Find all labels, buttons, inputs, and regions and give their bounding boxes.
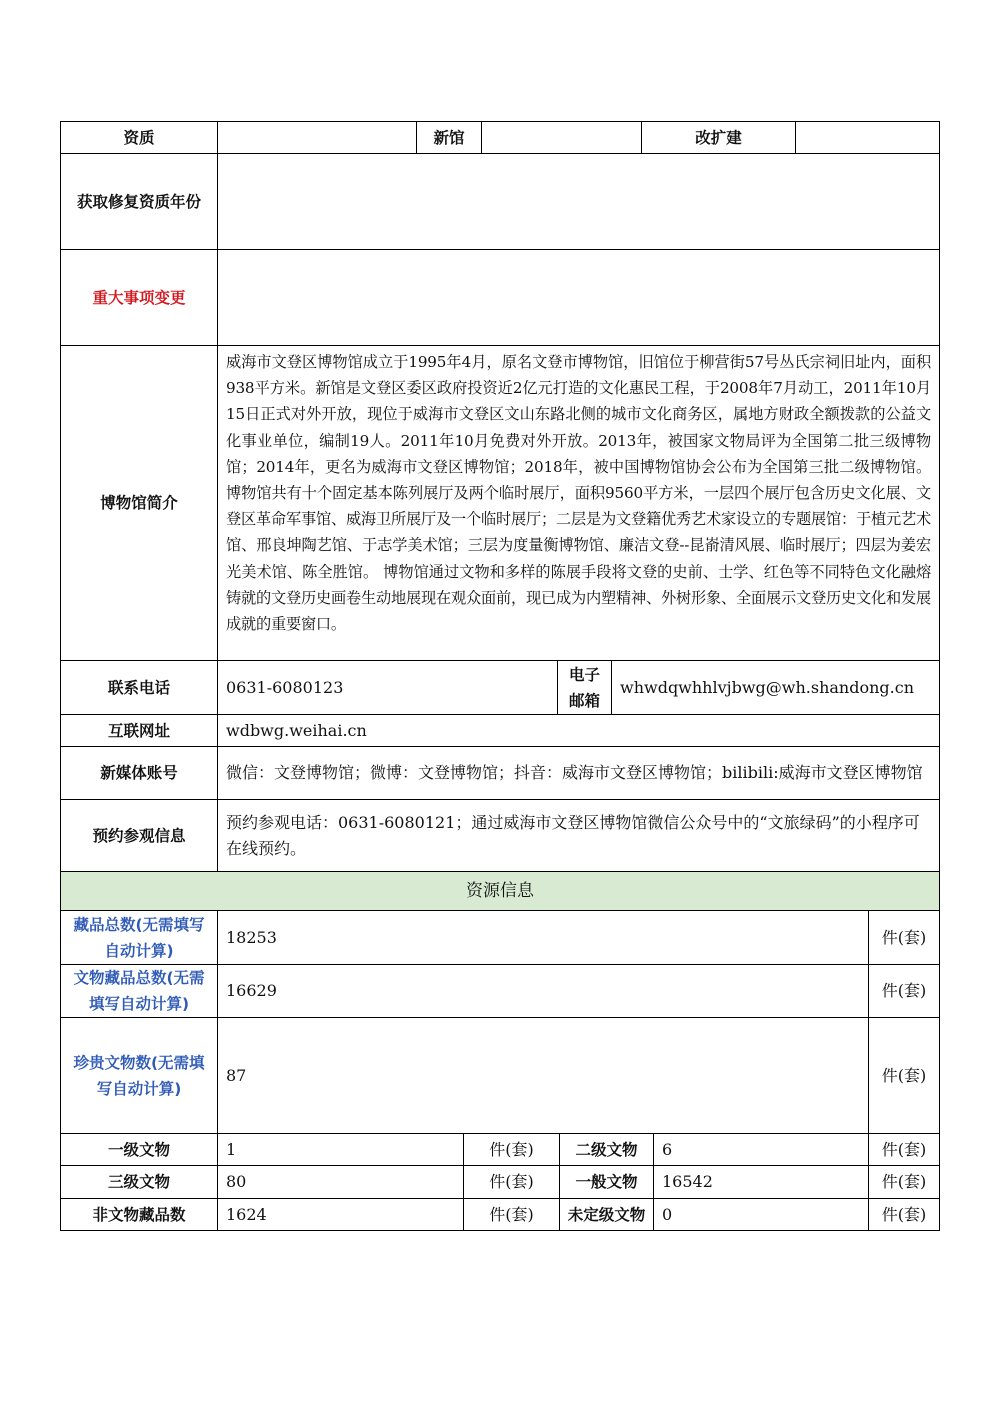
general-label: 一般文物 xyxy=(560,1166,654,1199)
website-row xyxy=(60,715,940,747)
booking-value: 预约参观电话：0631-6080121；通过威海市文登区博物馆微信公众号中的“文旅绿码”的小程序可在线预约。 xyxy=(218,800,940,872)
major-change-value[interactable] xyxy=(218,250,940,346)
precious-unit: 件(套) xyxy=(869,1018,940,1134)
relic-total-label: 文物藏品总数(无需填写自动计算) xyxy=(60,965,218,1018)
booking-label: 预约参观信息 xyxy=(60,800,218,872)
media-label: 新媒体账号 xyxy=(60,747,218,800)
website-label: 互联网址 xyxy=(60,715,218,747)
relic-total-row xyxy=(60,965,940,1018)
contact-row xyxy=(60,661,940,715)
non-relic-label: 非文物藏品数 xyxy=(60,1199,218,1231)
ungraded-label: 未定级文物 xyxy=(560,1199,654,1231)
relic-total-value: 16629 xyxy=(218,965,869,1018)
qualification-value[interactable] xyxy=(218,121,417,154)
intro-label: 博物馆简介 xyxy=(60,346,218,661)
precious-row xyxy=(60,1018,940,1134)
repair-year-row xyxy=(60,154,940,250)
intro-row xyxy=(60,346,940,661)
resources-header-row xyxy=(60,872,940,911)
email-label: 电子邮箱 xyxy=(558,661,612,715)
non-relic-value: 1624 xyxy=(218,1199,464,1231)
total-row xyxy=(60,911,940,965)
renovation-value[interactable] xyxy=(796,121,940,154)
grade3-unit: 件(套) xyxy=(464,1166,560,1199)
relic-total-unit: 件(套) xyxy=(869,965,940,1018)
grade1-unit: 件(套) xyxy=(464,1134,560,1166)
total-label: 藏品总数(无需填写自动计算) xyxy=(60,911,218,965)
grade1-label: 一级文物 xyxy=(60,1134,218,1166)
total-value: 18253 xyxy=(218,911,869,965)
media-row xyxy=(60,747,940,800)
qualification-row xyxy=(60,121,940,154)
ungraded-unit: 件(套) xyxy=(869,1199,940,1231)
grade3-label: 三级文物 xyxy=(60,1166,218,1199)
phone-label: 联系电话 xyxy=(60,661,218,715)
intro-text: 威海市文登区博物馆成立于1995年4月，原名文登市博物馆，旧馆位于柳营街57号丛氏宗祠旧址内，面积938平方米。新馆是文登区委区政府投资近2亿元打造的文化惠民工程，于2008年7月动工，2011年10月15日正式对外开放，现位于威海市文登区文山东路北侧的城市文化商务区，属地方财政全额拨款的公益文化事业单位，编制19人。2011年10月免费对外开放。2013年，被国家文物局评为全国第二批三级博物馆；2014年，更名为威海市文登区博物馆；2018年，被中国博物馆协会公布为全国第三批二级博物馆。 博物馆共有十个固定基本陈列展厅及两个临时展厅，面积9560平方米，一层四个展厅包含历史文化展、文登区革命军事馆、威海卫所展厅及一个临时展厅；二层是为文登籍优秀艺术家设立的专题展馆：于植元艺术馆、邢良坤陶艺馆、于志学美术馆；三层为度量衡博物馆、廉洁文登--昆嵛清风展、临时展厅；四层为姜宏光美术馆、陈全胜馆。 博物馆通过文物和多样的陈展手段将文登的史前、士学、红色等不同特色文化融熔铸就的文登历史画卷生动地展现在观众面前，现已成为内塑精神、外树形象、全面展示文登历史文化和发展成就的重要窗口。 xyxy=(218,346,940,661)
grade2-label: 二级文物 xyxy=(560,1134,654,1166)
major-change-label: 重大事项变更 xyxy=(60,250,218,346)
grade-row-3 xyxy=(60,1199,940,1231)
media-value: 微信：文登博物馆；微博：文登博物馆；抖音：威海市文登区博物馆；bilibili:威海市文登区博物馆 xyxy=(218,747,940,800)
new-hall-value[interactable] xyxy=(482,121,642,154)
qualification-label: 资质 xyxy=(60,121,218,154)
non-relic-unit: 件(套) xyxy=(464,1199,560,1231)
general-value: 16542 xyxy=(654,1166,869,1199)
grade-row-2 xyxy=(60,1166,940,1199)
renovation-label: 改扩建 xyxy=(642,121,796,154)
resources-header: 资源信息 xyxy=(60,872,940,911)
repair-year-label: 获取修复资质年份 xyxy=(60,154,218,250)
email-value: whwdqwhhlvjbwg@wh.shandong.cn xyxy=(612,661,940,715)
repair-year-value[interactable] xyxy=(218,154,940,250)
new-hall-label: 新馆 xyxy=(417,121,482,154)
total-unit: 件(套) xyxy=(869,911,940,965)
major-change-row xyxy=(60,250,940,346)
precious-label: 珍贵文物数(无需填写自动计算) xyxy=(60,1018,218,1134)
ungraded-value: 0 xyxy=(654,1199,869,1231)
phone-value: 0631-6080123 xyxy=(218,661,558,715)
precious-value: 87 xyxy=(218,1018,869,1134)
booking-row xyxy=(60,800,940,872)
grade3-value: 80 xyxy=(218,1166,464,1199)
grade1-value: 1 xyxy=(218,1134,464,1166)
grade2-unit: 件(套) xyxy=(869,1134,940,1166)
grade-row-1 xyxy=(60,1134,940,1166)
grade2-value: 6 xyxy=(654,1134,869,1166)
general-unit: 件(套) xyxy=(869,1166,940,1199)
website-value[interactable]: wdbwg.weihai.cn xyxy=(218,715,940,747)
